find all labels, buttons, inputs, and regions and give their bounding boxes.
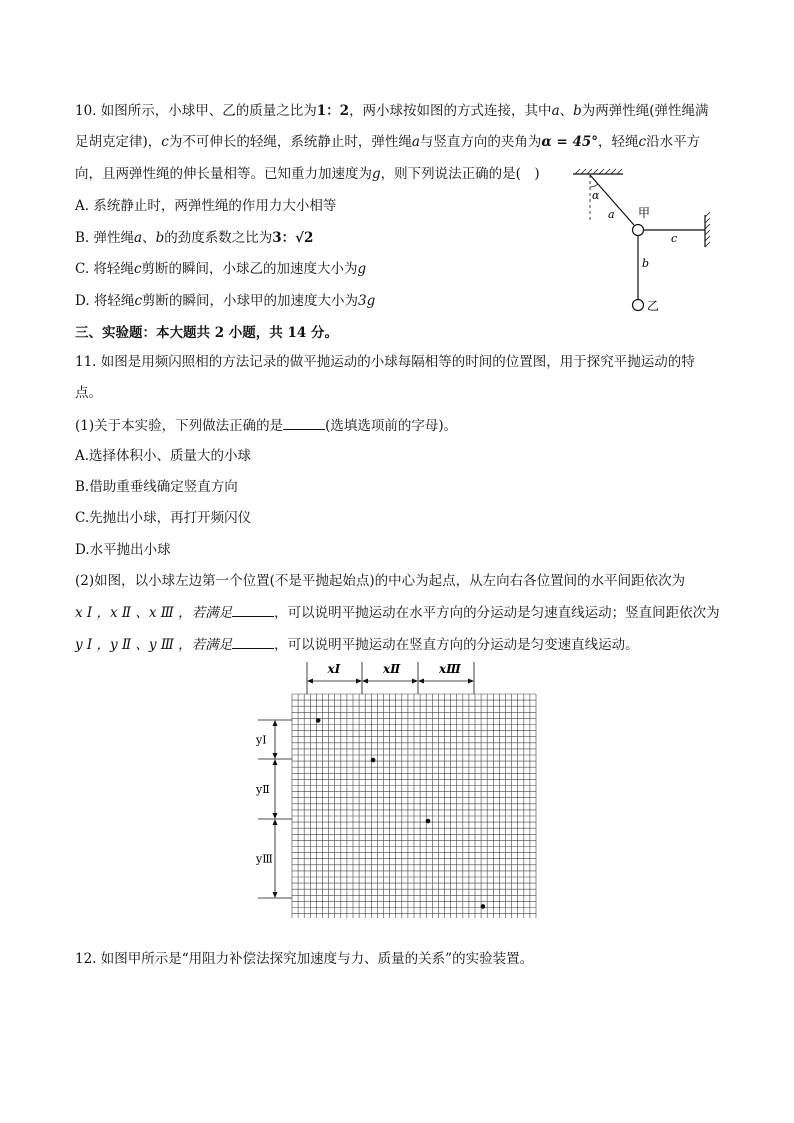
ball-position — [481, 904, 486, 909]
ball-position — [316, 718, 321, 723]
var-a: a — [551, 103, 560, 119]
ceiling-hatch — [575, 169, 622, 174]
section-heading: 三、实验题：本大题共 2 小题，共 14 分。 — [75, 325, 338, 341]
q10-text: 为不可伸长的轻绳，系统静止时，弹性绳 — [168, 134, 412, 150]
x-interval-label: xⅢ — [439, 662, 461, 676]
arrow-head — [356, 679, 362, 684]
option-text: 、 — [142, 230, 156, 246]
q10-figure — [565, 165, 715, 315]
option-text: B. 弹性绳 — [75, 230, 135, 246]
mass-ratio: 1：2 — [316, 103, 350, 119]
q10-text: 、 — [559, 103, 574, 119]
q10-option-a — [75, 196, 336, 216]
angle-arc — [590, 184, 598, 187]
ball-position — [426, 819, 431, 824]
answer-blank-y[interactable] — [232, 634, 274, 649]
rope-c-label: c — [671, 232, 678, 245]
x-vars: x Ⅰ ，x Ⅱ 、x Ⅲ ，若满足 — [75, 605, 233, 621]
arrow-head — [273, 892, 278, 898]
q11-text: ，可以说明平抛运动在水平方向的分运动是匀速直线运动；竖直间距依次为 — [274, 605, 720, 621]
option-text: 剪断的瞬间，小球甲的加速度大小为 — [142, 293, 358, 309]
q11-part-2-line-1: (2)如图，以小球左边第一个位置(不是平抛起始点)的中心为起点，从左向右各位置间的水平间距依次为 — [75, 573, 686, 589]
var-g: g — [372, 166, 381, 182]
y-interval-label: yⅠ — [256, 733, 267, 747]
q11-text: ，可以说明平抛运动在竖直方向的分运动是匀变速直线运动。 — [274, 637, 639, 653]
projectile-grid-figure — [248, 656, 540, 918]
answer-blank-x[interactable] — [232, 602, 274, 617]
q10-text: 足胡克定律)， — [75, 134, 162, 150]
var-c: c — [161, 134, 169, 150]
q11-line-1: 11. 如图是用频闪照相的方法记录的做平抛运动的小球每隔相等的时间的位置图，用于探究平抛运动的特 — [75, 354, 695, 370]
q10-line-1 — [75, 101, 709, 121]
y-interval-label: yⅢ — [256, 852, 273, 866]
rope-b-label: b — [642, 257, 650, 270]
option-text: D. 将轻绳 — [75, 293, 135, 309]
arrow-head — [273, 753, 278, 759]
ball-yi-label: 乙 — [647, 299, 660, 313]
q12-line-1: 12. 如图甲所示是“用阻力补偿法探究加速度与力、质量的关系”的实验装置。 — [75, 951, 534, 967]
x-interval-label: xⅡ — [383, 662, 401, 676]
q10-text: ，轻绳 — [598, 134, 639, 150]
arrow-head — [273, 813, 278, 819]
answer-blank[interactable] — [283, 415, 325, 430]
q10-option-b — [75, 228, 313, 248]
option-text: 的劲度系数之比为 — [164, 230, 273, 246]
rope-a-label: a — [608, 208, 615, 221]
q10-line-3 — [75, 164, 540, 184]
arrow-head — [468, 679, 474, 684]
arrow-head — [273, 759, 278, 765]
q11-part-2-line-3 — [75, 634, 639, 655]
arrow-head — [273, 819, 278, 825]
q10-text: 为两弹性绳(弹性绳满 — [581, 103, 709, 119]
accel-value: 3g — [358, 293, 376, 309]
var-c: c — [133, 261, 142, 277]
q10-option-d — [75, 291, 375, 311]
q11-part-1 — [75, 415, 457, 436]
ball-jia — [633, 225, 644, 236]
alpha-label: α — [592, 189, 600, 202]
arrow-head — [418, 679, 424, 684]
var-b: b — [573, 103, 582, 119]
q10-text: 向，且两弹性绳的伸长量相等。已知重力加速度为 — [75, 166, 372, 182]
grid-lines — [292, 694, 536, 918]
q11-option-b: B.借助重垂线确定竖直方向 — [75, 479, 238, 495]
var-c: c — [134, 293, 142, 309]
var-a: a — [134, 230, 143, 246]
option-text: C. 将轻绳 — [75, 261, 134, 277]
y-interval-label: yⅡ — [256, 783, 270, 796]
q10-option-c — [75, 259, 366, 279]
q11-part-2-line-2 — [75, 602, 720, 623]
q11-option-d: D.水平抛出小球 — [75, 542, 171, 558]
ball-yi — [633, 300, 644, 311]
q11-line-2: 点。 — [75, 385, 102, 401]
var-a: a — [411, 134, 420, 150]
q10-text: ，则下列说法正确的是( ) — [380, 166, 540, 182]
q11-option-a: A.选择体积小、质量大的小球 — [75, 448, 252, 464]
x-interval-label: xⅠ — [327, 662, 341, 676]
q11-text: (选填选项前的字母)。 — [325, 418, 458, 434]
var-g: g — [357, 261, 367, 277]
q10-text: 10. 如图所示，小球甲、乙的质量之比为 — [75, 103, 317, 119]
option-text: A. 系统静止时，两弹性绳的作用力大小相等 — [75, 198, 337, 214]
arrow-head — [362, 679, 368, 684]
angle-value: α = 45° — [541, 134, 599, 150]
arrow-head — [307, 679, 313, 684]
ball-position — [371, 758, 376, 763]
stiffness-ratio: 3：√2 — [272, 230, 314, 246]
arrow-head — [273, 720, 278, 726]
var-c: c — [638, 134, 647, 150]
option-text: 剪断的瞬间，小球乙的加速度大小为 — [141, 261, 358, 277]
q10-text: 沿水平方 — [646, 134, 701, 150]
arrow-head — [412, 679, 418, 684]
wall-hatch — [705, 212, 710, 247]
q10-line-2 — [75, 132, 700, 152]
q10-text: 与竖直方向的夹角为 — [419, 134, 542, 150]
q10-text: ，两小球按如图的方式连接，其中 — [349, 103, 552, 119]
y-vars: y Ⅰ ，y Ⅱ 、y Ⅲ ，若满足 — [75, 637, 233, 653]
q11-text: (1)关于本实验，下列做法正确的是 — [75, 418, 284, 434]
var-b: b — [155, 230, 165, 246]
q11-option-c: C.先抛出小球，再打开频闪仪 — [75, 510, 252, 526]
ball-jia-label: 甲 — [638, 206, 651, 220]
